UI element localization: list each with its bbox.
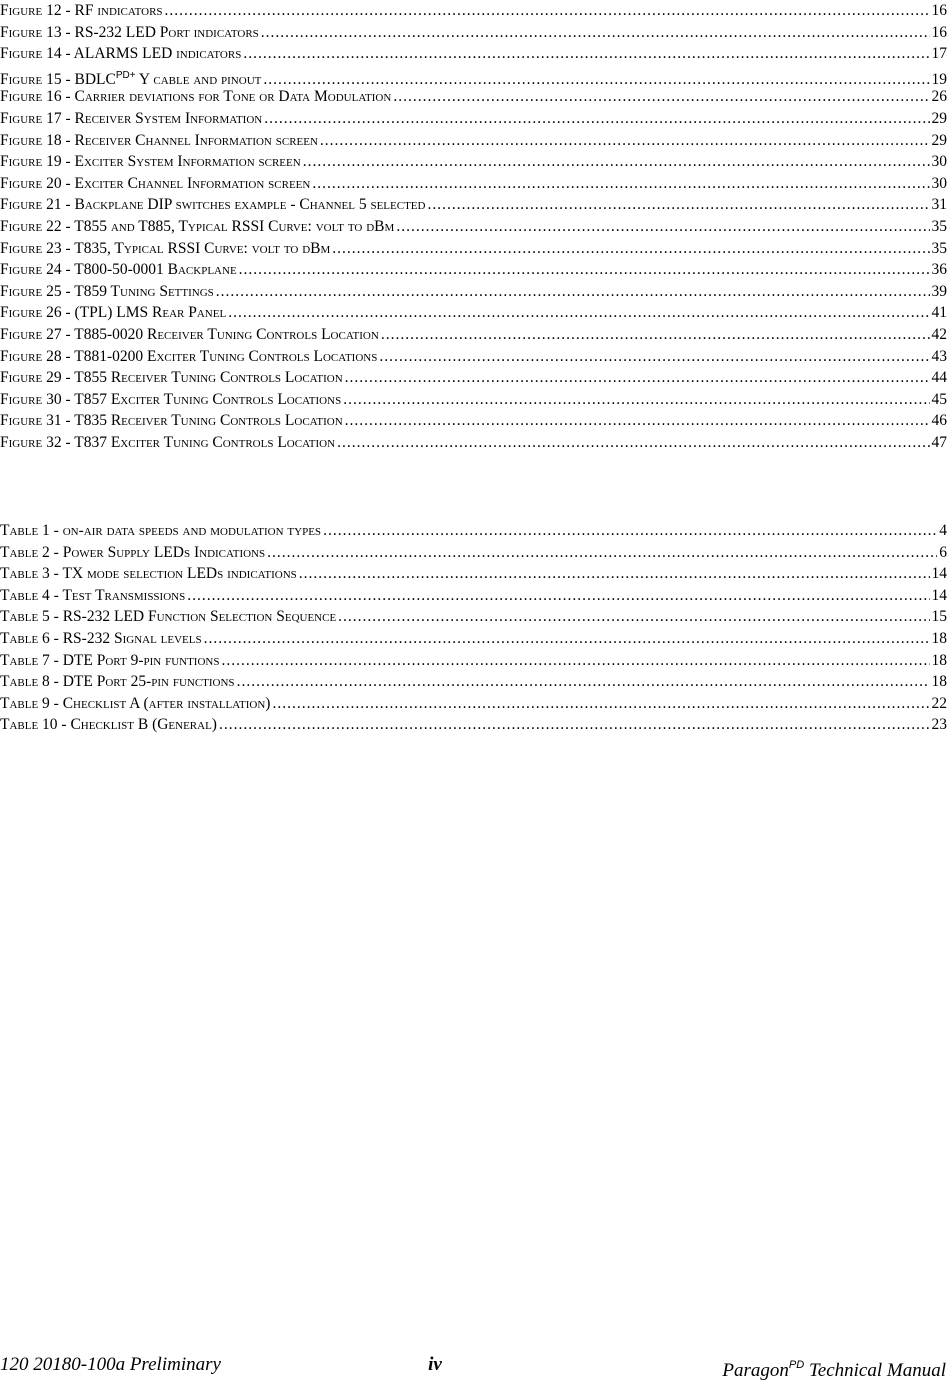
figure-entry-title-text: Figure 17 - Receiver System Information bbox=[0, 109, 263, 127]
dot-leader bbox=[345, 410, 930, 432]
figure-entry[interactable] bbox=[0, 410, 947, 432]
figure-entry-title-text: Figure 23 - T835, Typical RSSI Curve: volt to dBm bbox=[0, 239, 331, 257]
dot-leader bbox=[338, 606, 929, 628]
figure-entry-page-number: 19 bbox=[931, 70, 947, 87]
footer-page-number: iv bbox=[428, 1354, 442, 1375]
figure-entry-page-number: 42 bbox=[931, 325, 947, 343]
figure-entry-page-number: 43 bbox=[931, 347, 947, 365]
figure-entry-title bbox=[0, 281, 214, 303]
figure-entry-page-number: 31 bbox=[931, 196, 947, 214]
figure-entry-title bbox=[0, 216, 394, 238]
figure-entry-page-number: 29 bbox=[931, 131, 947, 149]
figure-entry-page-number: 39 bbox=[931, 282, 947, 300]
figure-entry-title bbox=[0, 432, 335, 454]
figure-entry-title bbox=[0, 302, 226, 324]
figure-entry-title-text: Figure 28 - T881-0200 Exciter Tuning Controls Locations bbox=[0, 347, 378, 365]
table-entry-title-text: Table 7 - DTE Port 9-pin funtions bbox=[0, 651, 220, 669]
figure-entry-page-number: 36 bbox=[931, 261, 947, 279]
figure-entry-page-number: 46 bbox=[931, 412, 947, 430]
figure-entry-title bbox=[0, 194, 425, 216]
figure-entry-page-number: 30 bbox=[931, 153, 947, 171]
dot-leader bbox=[263, 69, 929, 87]
figure-entry-title-text: Figure 13 - RS-232 LED Port indicators bbox=[0, 23, 259, 41]
footer-manual-title-suffix: Technical Manual bbox=[804, 1360, 946, 1381]
figure-entry-title-text: Figure 18 - Receiver Channel Information screen bbox=[0, 131, 318, 149]
dot-leader bbox=[320, 130, 930, 152]
table-entry-title-text: Table 8 - DTE Port 25-pin functions bbox=[0, 673, 235, 691]
dot-leader bbox=[299, 563, 930, 585]
figure-entry[interactable] bbox=[0, 43, 947, 65]
dot-leader bbox=[216, 281, 930, 303]
table-entry-title-text: Table 1 - on-air data speeds and modulation types bbox=[0, 522, 322, 539]
table-entry-title bbox=[0, 650, 219, 672]
figure-entry-title bbox=[0, 108, 262, 130]
table-entry-page-number: 6 bbox=[939, 543, 947, 561]
table-entry[interactable] bbox=[0, 714, 947, 736]
table-entry-title-text: Table 5 - RS-232 LED Function Selection Sequence bbox=[0, 608, 337, 626]
table-entry-title-text: Table 9 - Checklist A (after installation) bbox=[0, 694, 271, 712]
figure-entry-title bbox=[0, 43, 241, 65]
dot-leader bbox=[332, 238, 929, 260]
figure-entry-title bbox=[0, 65, 261, 87]
table-entry-title bbox=[0, 520, 321, 542]
figure-entry-title bbox=[0, 259, 237, 281]
figure-entry-title-text: Figure 27 - T885-0020 Receiver Tuning Controls Location bbox=[0, 325, 379, 343]
dot-leader bbox=[337, 432, 929, 454]
figure-entry-page-number: 30 bbox=[931, 174, 947, 192]
table-entry-page-number: 14 bbox=[931, 586, 947, 604]
figure-entry-title-text: Figure 26 - (TPL) LMS Rear Panel bbox=[0, 304, 227, 322]
figure-entry[interactable] bbox=[0, 194, 947, 216]
table-entry-title bbox=[0, 671, 235, 693]
table-entry-title-text: Table 3 - TX mode selection LEDs indications bbox=[0, 565, 297, 583]
figure-entry-title-text: Figure 31 - T835 Receiver Tuning Controls Location bbox=[0, 412, 343, 430]
figure-entry-page-number: 41 bbox=[931, 304, 947, 322]
figure-entry-page-number: 29 bbox=[931, 109, 947, 127]
figure-entry[interactable] bbox=[0, 151, 947, 173]
table-entry-title-text: Table 4 - Test Transmissions bbox=[0, 586, 186, 604]
dot-leader bbox=[237, 671, 930, 693]
table-entry-title bbox=[0, 585, 185, 607]
table-entry[interactable] bbox=[0, 693, 947, 715]
dot-leader bbox=[427, 194, 929, 216]
dot-leader bbox=[243, 43, 929, 65]
figure-entry-page-number: 17 bbox=[931, 45, 947, 63]
figure-entry-title-text: Figure 14 - ALARMS LED indicators bbox=[0, 45, 242, 63]
figure-entry-title-text: Figure 30 - T857 Exciter Tuning Controls Locations bbox=[0, 390, 342, 408]
figure-entry[interactable] bbox=[0, 86, 947, 108]
figure-entry-title bbox=[0, 410, 343, 432]
figure-entry[interactable] bbox=[0, 302, 947, 324]
figure-entry[interactable] bbox=[0, 108, 947, 130]
figure-entry-title bbox=[0, 86, 391, 108]
table-entry-page-number: 23 bbox=[931, 716, 947, 734]
figure-entry-page-number: 44 bbox=[931, 369, 947, 387]
footer-document-number: 120 20180-100a Preliminary bbox=[0, 1354, 221, 1375]
figure-entry-title bbox=[0, 324, 379, 346]
figure-entry-title bbox=[0, 389, 341, 411]
figure-entry[interactable] bbox=[0, 173, 947, 195]
table-entry-title-text: Table 10 - Checklist B (General) bbox=[0, 716, 217, 734]
figure-entry[interactable] bbox=[0, 65, 947, 87]
table-entry-page-number: 14 bbox=[931, 565, 947, 583]
table-entry-page-number: 18 bbox=[931, 651, 947, 669]
figure-entry-title-text: Figure 25 - T859 Tuning Settings bbox=[0, 282, 214, 300]
footer-manual-title bbox=[722, 1352, 946, 1384]
table-entry-page-number: 15 bbox=[931, 608, 947, 626]
table-entry[interactable] bbox=[0, 628, 947, 650]
table-entry-title bbox=[0, 563, 297, 585]
figure-entry-title bbox=[0, 0, 163, 22]
table-entry-title bbox=[0, 693, 270, 715]
figure-entry-title-text: Figure 29 - T855 Receiver Tuning Controls Location bbox=[0, 369, 343, 387]
figure-entry-title bbox=[0, 130, 318, 152]
figure-entry-title bbox=[0, 151, 301, 173]
dot-leader bbox=[379, 346, 929, 368]
table-entry-title bbox=[0, 628, 202, 650]
figure-entry[interactable] bbox=[0, 346, 947, 368]
figure-entry-title bbox=[0, 22, 259, 44]
figure-entry[interactable] bbox=[0, 259, 947, 281]
figure-entry[interactable] bbox=[0, 281, 947, 303]
figure-entry-title-text: Figure 15 - BDLC bbox=[0, 70, 116, 87]
footer-manual-title-prefix: Paragon bbox=[722, 1360, 789, 1381]
table-entry-title-text: Table 6 - RS-232 Signal levels bbox=[0, 629, 202, 647]
footer-manual-title-superscript: PD bbox=[788, 1359, 805, 1371]
table-entry[interactable] bbox=[0, 650, 947, 672]
table-entry[interactable] bbox=[0, 542, 947, 564]
figure-entry-title-text: Figure 22 - T855 and T885, Typical RSSI Curve: volt to dBm bbox=[0, 217, 395, 235]
figure-entry[interactable] bbox=[0, 367, 947, 389]
figure-entry[interactable] bbox=[0, 432, 947, 454]
dot-leader bbox=[267, 542, 937, 564]
figure-entry-title-text: Figure 20 - Exciter Channel Information screen bbox=[0, 174, 311, 192]
figure-entry-page-number: 45 bbox=[931, 390, 947, 408]
dot-leader bbox=[272, 693, 929, 715]
dot-leader bbox=[261, 22, 930, 44]
figure-entry-page-number: 35 bbox=[931, 217, 947, 235]
figure-entry-page-number: 26 bbox=[931, 88, 947, 106]
table-entry-title bbox=[0, 714, 217, 736]
dot-leader bbox=[393, 86, 929, 108]
dot-leader bbox=[239, 259, 930, 281]
figure-entry-page-number: 16 bbox=[931, 23, 947, 41]
dot-leader bbox=[396, 216, 929, 238]
dot-leader bbox=[219, 714, 930, 736]
dot-leader bbox=[343, 389, 929, 411]
figure-entry-title-text: Figure 32 - T837 Exciter Tuning Controls Location bbox=[0, 433, 336, 451]
table-entry-title-text: Table 2 - Power Supply LEDs Indications bbox=[0, 543, 266, 561]
table-entry[interactable] bbox=[0, 563, 947, 585]
table-entry[interactable] bbox=[0, 606, 947, 628]
dot-leader bbox=[221, 650, 929, 672]
table-entry-page-number: 22 bbox=[931, 694, 947, 712]
figure-entry[interactable] bbox=[0, 238, 947, 260]
dot-leader bbox=[303, 151, 930, 173]
dot-leader bbox=[204, 628, 930, 650]
figure-entry-title-text: Figure 21 - Backplane DIP switches example - Channel 5 selected bbox=[0, 196, 426, 214]
figure-entry-title bbox=[0, 346, 377, 368]
figure-entry[interactable] bbox=[0, 130, 947, 152]
figure-entry-title bbox=[0, 238, 330, 260]
figure-entry-page-number: 47 bbox=[931, 433, 947, 451]
figure-entry-title-superscript: PD+ bbox=[115, 69, 136, 81]
table-entry-page-number: 18 bbox=[931, 629, 947, 647]
table-entry-page-number: 18 bbox=[931, 673, 947, 691]
figure-entry-page-number: 16 bbox=[931, 2, 947, 19]
figure-entry-title-text: Figure 16 - Carrier deviations for Tone or Data Modulation bbox=[0, 88, 392, 106]
dot-leader bbox=[381, 324, 930, 346]
dot-leader bbox=[312, 173, 929, 195]
figure-entry-title bbox=[0, 173, 310, 195]
figure-entry-title bbox=[0, 367, 343, 389]
page-footer bbox=[0, 1352, 946, 1381]
dot-leader bbox=[187, 585, 929, 607]
figure-entry[interactable] bbox=[0, 0, 947, 22]
figure-entry-page-number: 35 bbox=[931, 239, 947, 257]
figure-entry[interactable] bbox=[0, 324, 947, 346]
table-entry[interactable] bbox=[0, 520, 947, 542]
figure-entry-title-text: Figure 24 - T800-50-0001 Backplane bbox=[0, 261, 237, 279]
figure-entry-title-text: Figure 19 - Exciter System Information screen bbox=[0, 153, 301, 171]
figure-entry-title-text-after: Y cable and pinout bbox=[135, 70, 262, 87]
dot-leader bbox=[345, 367, 930, 389]
table-entry-title bbox=[0, 606, 336, 628]
figure-entry-title-text: Figure 12 - RF indicators bbox=[0, 2, 163, 19]
list-of-tables bbox=[0, 520, 947, 736]
list-of-figures bbox=[0, 0, 947, 453]
dot-leader bbox=[228, 302, 929, 324]
figure-entry[interactable] bbox=[0, 22, 947, 44]
dot-leader bbox=[323, 520, 937, 542]
dot-leader bbox=[264, 108, 929, 130]
figure-entry[interactable] bbox=[0, 389, 947, 411]
dot-leader bbox=[165, 0, 930, 22]
table-entry-title bbox=[0, 542, 265, 564]
table-entry[interactable] bbox=[0, 585, 947, 607]
table-entry-page-number: 4 bbox=[939, 522, 947, 539]
table-entry[interactable] bbox=[0, 671, 947, 693]
figure-entry[interactable] bbox=[0, 216, 947, 238]
